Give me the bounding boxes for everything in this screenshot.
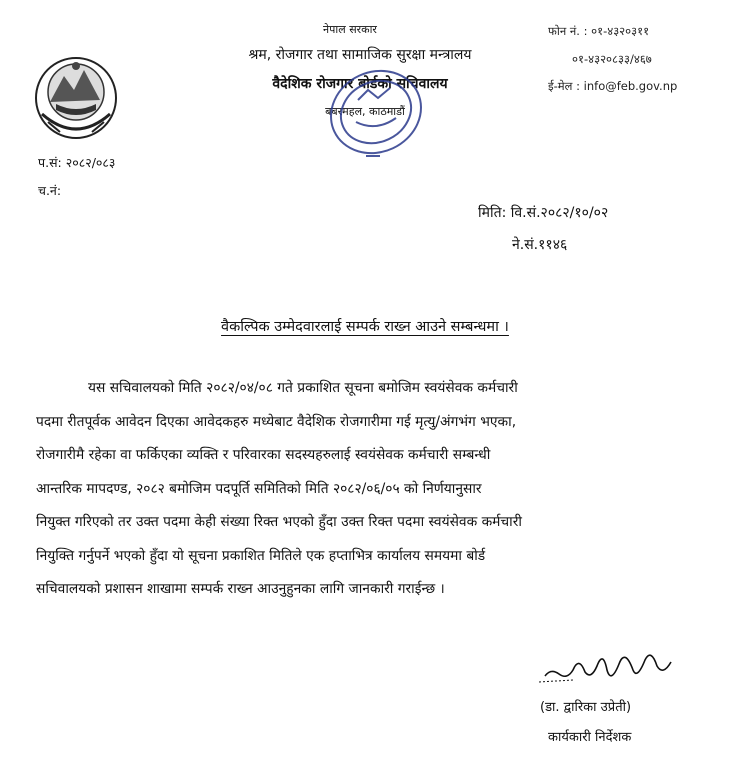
phone-number-2: ०१-४३२०८३३/४६७ [572,52,652,66]
department-name: वैदेशिक रोजगार बोर्डको सचिवालय [272,76,448,92]
government-name: नेपाल सरकार [323,23,377,36]
body-line: नियुक्ति गर्नुपर्ने भएको हुँदा यो सूचना प्रकाशित मितिले एक हप्ताभित्र कार्यालय समयमा बोर्ड [36,547,486,564]
handwritten-signature [537,640,687,690]
body-line: नियुक्त गरिएको तर उक्त पदमा केही संख्या रिक्त भएको हुँदा उक्त रिक्त पदमा स्वयंसेवक कर्मचारी [36,514,522,530]
body-line: यस सचिवालयको मिति २०८२/०४/०८ गते प्रकाशित सूचना बमोजिम स्वयंसेवक कर्मचारी [88,380,518,396]
office-address: बबरमहल, काठमाडौं [325,105,405,118]
signatory-title: कार्यकारी निर्देशक [548,730,632,745]
letter-date-ns: ने.सं.११४६ [512,237,568,253]
body-line: रोजगारीमै रहेका वा फर्किएका व्यक्ति र परिवारका सदस्यहरुलाई स्वयंसेवक कर्मचारी सम्बन्धी [36,447,491,463]
office-seal-stamp [298,60,448,170]
letter-reference-number: प.सं: २०८२/०८३ [38,155,116,170]
body-line: सचिवालयको प्रशासन शाखामा सम्पर्क राख्न आउनुहुनका लागि जानकारी गराईन्छ । [36,581,445,597]
letter-date-bs: मिति: वि.सं.२०८२/१०/०२ [478,205,609,221]
body-line: आन्तरिक मापदण्ड, २०८२ बमोजिम पदपूर्ति समितिको मिति २०८२/०६/०५ को निर्णयानुसार [36,480,482,497]
ministry-name: श्रम, रोजगार तथा सामाजिक सुरक्षा मन्त्रालय [248,47,472,63]
signatory-name: (डा. द्वारिका उप्रेती) [540,700,632,715]
phone-number: फोन नं. : ०१-४३२०३११ [548,24,650,38]
dispatch-number: च.नं: [38,183,62,198]
nepal-emblem-logo [30,52,122,144]
letter-subject: वैकल्पिक उम्मेदवारलाई सम्पर्क राख्न आउने सम्बन्धमा । [221,319,509,335]
body-line: पदमा रीतपूर्वक आवेदन दिएका आवेदकहरु मध्येबाट वैदेशिक रोजगारीमा गई मृत्यु/अंगभंग भएका, [36,413,517,430]
letter-body [36,372,688,607]
email-address: ई-मेल : info@feb.gov.np [548,79,678,93]
